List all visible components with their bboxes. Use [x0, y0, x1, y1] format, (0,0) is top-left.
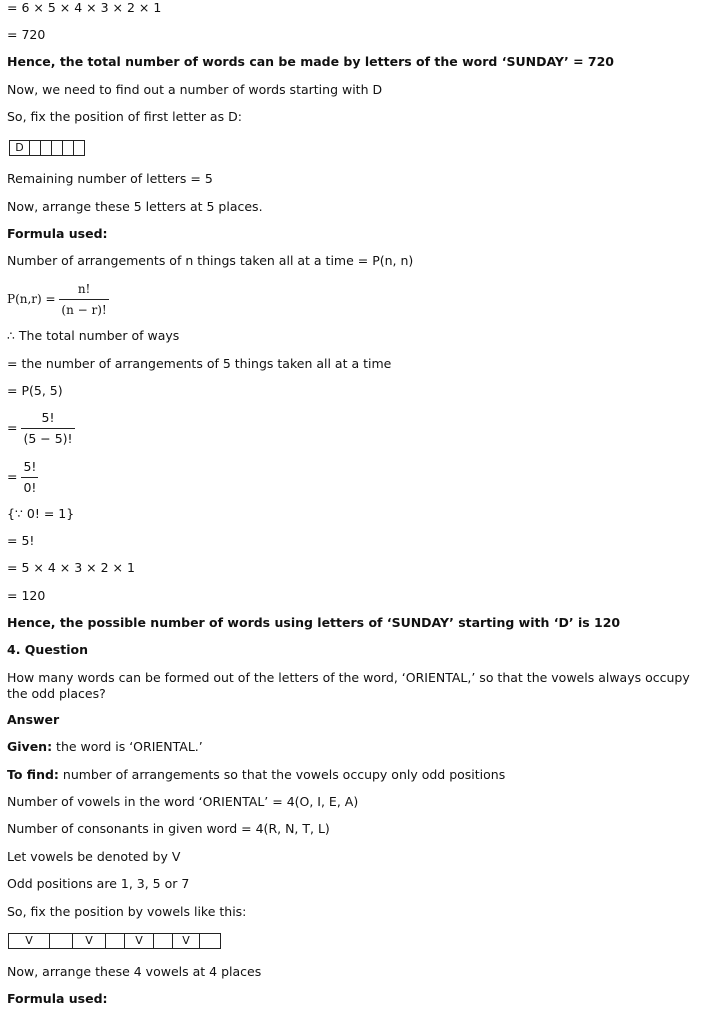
fraction-denominator: 0! [21, 477, 38, 496]
equation-line: = 6 × 5 × 4 × 3 × 2 × 1 [7, 0, 162, 15]
formula-lhs: P(n,r) = [7, 292, 56, 306]
question-text: How many words can be formed out of the letters of the word, ‘ORIENTAL,’ so that the vowels always occupy the odd places? [7, 670, 690, 701]
given-text: the word is ‘ORIENTAL.’ [52, 739, 203, 754]
fraction-line [7, 410, 75, 447]
box-vowel: V [73, 934, 106, 948]
fraction-numerator: 5! [41, 410, 55, 425]
text-line: Number of arrangements of n things taken all at a time = P(n, n) [7, 253, 414, 268]
box-vowel: V [9, 934, 50, 948]
text-line: Number of vowels in the word ‘ORIENTAL’ = 4(O, I, E, A) [7, 794, 359, 809]
conclusion-line: Hence, the total number of words can be made by letters of the word ‘SUNDAY’ = 720 [7, 54, 614, 69]
text-line: = P(5, 5) [7, 383, 63, 398]
box-vowel: V [173, 934, 200, 948]
equals-sign: = [7, 420, 18, 435]
question-heading: 4. Question [7, 642, 88, 657]
text-line: Odd positions are 1, 3, 5 or 7 [7, 876, 190, 891]
fraction-line [7, 459, 38, 496]
fraction-denominator: (5 − 5)! [21, 428, 74, 447]
fraction-numerator: n! [77, 282, 91, 296]
box-first: D [10, 141, 30, 155]
conclusion-line: Hence, the possible number of words using letters of ‘SUNDAY’ starting with ‘D’ is 120 [7, 615, 621, 630]
equation-line: = 5! [7, 533, 35, 548]
text-line: Remaining number of letters = 5 [7, 171, 213, 186]
text-line: So, fix the position by vowels like this: [7, 904, 247, 919]
box-empty [52, 141, 63, 155]
given-label: Given: [7, 739, 53, 754]
text-line: So, fix the position of first letter as D: [7, 109, 242, 124]
section-heading: Formula used: [7, 991, 108, 1006]
equation-line: = 120 [7, 588, 46, 603]
text-line: Now, arrange these 4 vowels at 4 places [7, 964, 262, 979]
text-line: Now, arrange these 5 letters at 5 places. [7, 199, 263, 214]
box-empty [106, 934, 125, 948]
position-boxes-v [8, 933, 221, 949]
permutation-formula [7, 281, 109, 318]
fraction-denominator: (n − r)! [59, 299, 108, 318]
box-empty [41, 141, 52, 155]
fraction [21, 459, 38, 496]
equals-sign: = [7, 469, 18, 484]
box-empty [154, 934, 173, 948]
box-empty [200, 934, 220, 948]
equation-line: = 5 × 4 × 3 × 2 × 1 [7, 560, 135, 575]
box-empty [63, 141, 74, 155]
text-line: ∴ The total number of ways [7, 328, 180, 343]
text-line: {∵ 0! = 1} [7, 506, 75, 521]
position-boxes-d [9, 140, 85, 156]
text-line: Let vowels be denoted by V [7, 849, 181, 864]
box-vowel: V [125, 934, 154, 948]
box-empty [50, 934, 73, 948]
box-empty [74, 141, 84, 155]
given-line [7, 739, 203, 755]
fraction-numerator: 5! [23, 459, 37, 474]
tofind-label: To find: [7, 767, 59, 782]
section-heading: Formula used: [7, 226, 108, 241]
answer-heading: Answer [7, 712, 60, 727]
formula-fraction [59, 281, 108, 318]
tofind-line [7, 767, 505, 783]
tofind-text: number of arrangements so that the vowels occupy only odd positions [58, 767, 506, 782]
text-line: = the number of arrangements of 5 things taken all at a time [7, 356, 392, 371]
text-line: Number of consonants in given word = 4(R, N, T, L) [7, 821, 330, 836]
box-empty [30, 141, 41, 155]
text-line: Now, we need to find out a number of words starting with D [7, 82, 383, 97]
fraction [21, 410, 74, 447]
equation-line: = 720 [7, 27, 46, 42]
